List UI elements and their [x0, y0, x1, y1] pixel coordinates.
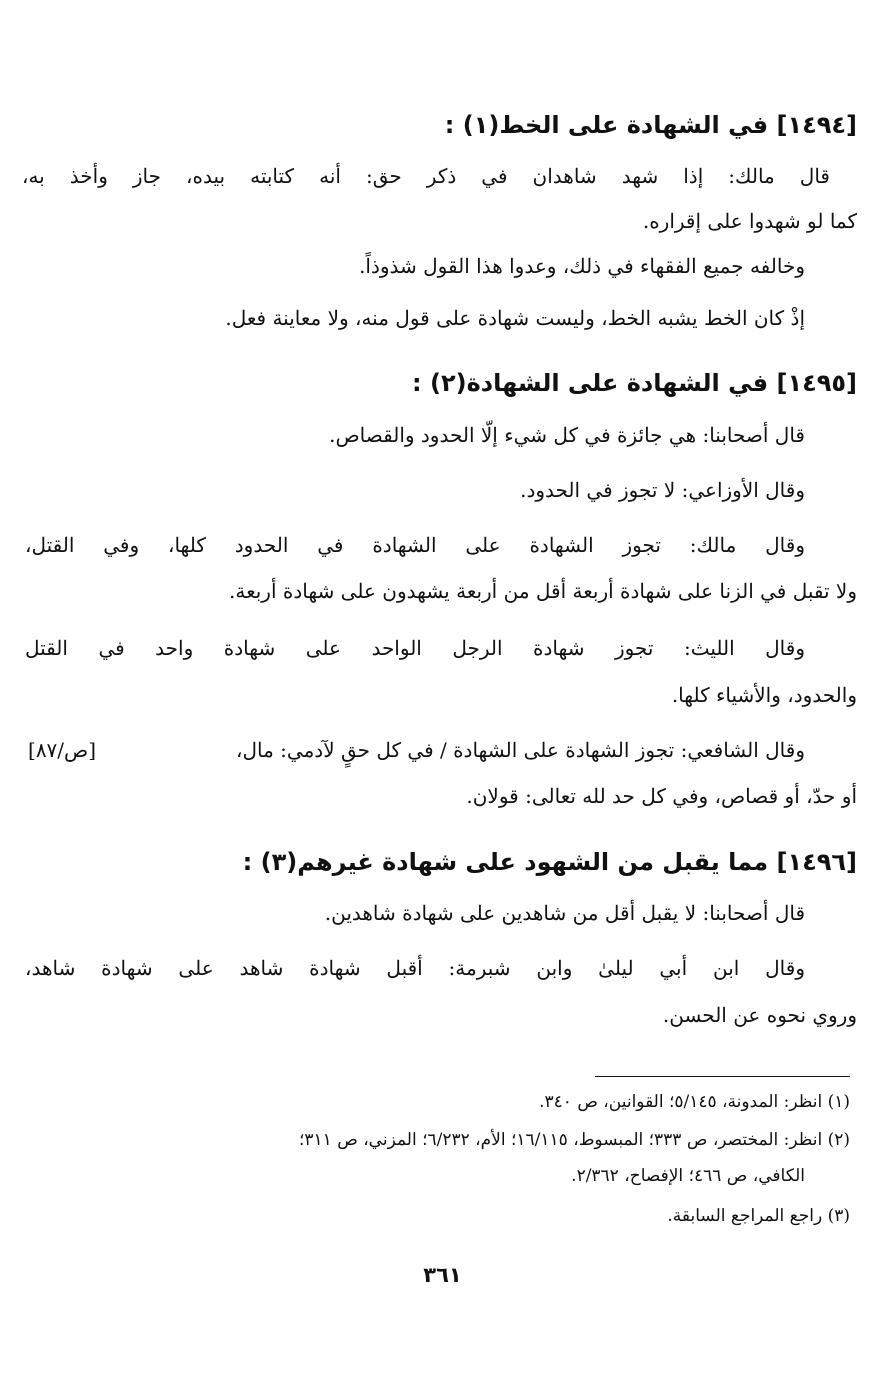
- text-line: وقال الشافعي: تجوز الشهادة على الشهادة / في كل حقٍ لآدمي: مال،: [236, 738, 805, 762]
- footnote-separator: [595, 1076, 850, 1077]
- text-line: وروي نحوه عن الحسن.: [662, 1003, 857, 1027]
- footnote-2-continued: الكافي، ص ٤٦٦؛ الإفصاح، ٢/٣٦٢.: [571, 1166, 805, 1186]
- text-line: قال أصحابنا: لا يقبل أقل من شاهدين على شهادة شاهدين.: [324, 901, 805, 925]
- text-line: وخالفه جميع الفقهاء في ذلك، وعدوا هذا القول شذوذاً.: [359, 254, 805, 278]
- text-line: والحدود، والأشياء كلها.: [671, 683, 857, 707]
- footnote-1: (١) انظر: المدونة، ٥/١٤٥؛ القوانين، ص ٣٤٠.: [539, 1092, 850, 1112]
- section-heading-1495: [١٤٩٥] في الشهادة على الشهادة(٢) :: [412, 369, 857, 397]
- text-line: أو حدّ، أو قصاص، وفي كل حد لله تعالى: قولان.: [466, 784, 857, 808]
- footnote-3: (٣) راجع المراجع السابقة.: [667, 1206, 850, 1226]
- section-heading-1496: [١٤٩٦] مما يقبل من الشهود على شهادة غيرهم(٣) :: [242, 848, 857, 876]
- margin-page-reference: [ص/٨٧]: [28, 738, 97, 762]
- text-line: قال مالك: إذا شهد شاهدان في ذكر حق: أنه كتابته بيده، جاز وأخذ به،: [22, 164, 830, 188]
- section-heading-1494: [١٤٩٤] في الشهادة على الخط(١) :: [444, 111, 857, 139]
- text-line: وقال مالك: تجوز الشهادة على الشهادة في الحدود كلها، وفي القتل،: [25, 533, 805, 557]
- text-line: ولا تقبل في الزنا على شهادة أربعة أقل من أربعة يشهدون على شهادة أربعة.: [229, 579, 857, 603]
- footnote-2: (٢) انظر: المختصر، ص ٣٣٣؛ المبسوط، ١٦/١١٥؛ الأم، ٦/٢٣٢؛ المزني، ص ٣١١؛: [299, 1130, 850, 1150]
- text-line: كما لو شهدوا على إقراره.: [642, 209, 857, 233]
- text-line: إذْ كان الخط يشبه الخط، وليست شهادة على قول منه، ولا معاينة فعل.: [225, 306, 805, 330]
- text-line: وقال ابن أبي ليلىٰ وابن شبرمة: أقبل شهادة شاهد على شهادة شاهد،: [25, 956, 805, 980]
- page-number: ٣٦١: [423, 1263, 462, 1287]
- text-line: وقال الليث: تجوز شهادة الرجل الواحد على شهادة واحد في القتل: [25, 636, 805, 660]
- text-line: قال أصحابنا: هي جائزة في كل شيء إلّا الحدود والقصاص.: [329, 423, 805, 447]
- text-line: وقال الأوزاعي: لا تجوز في الحدود.: [520, 478, 805, 502]
